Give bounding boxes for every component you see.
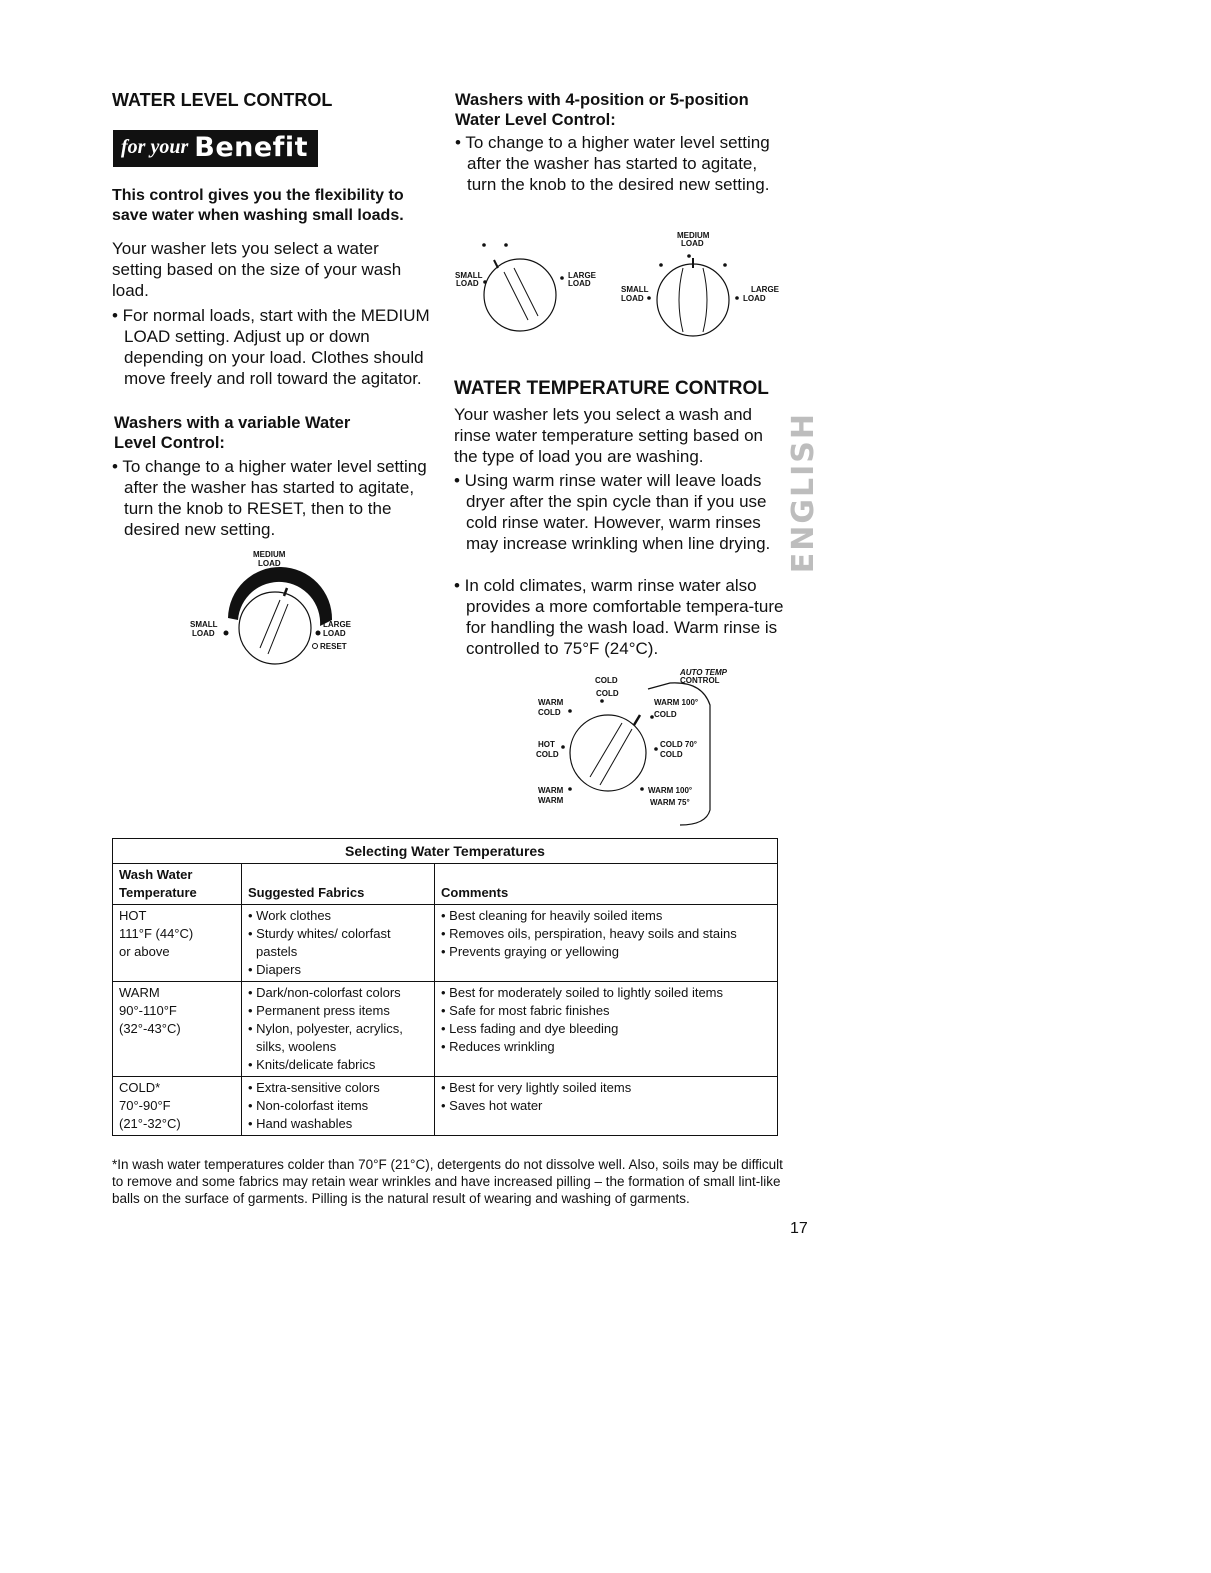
dial-knob [239, 592, 311, 664]
fabric-item: • Dark/non-colorfast colors [248, 985, 401, 1000]
dial-load-label: LOAD [456, 279, 479, 288]
dial-knob [570, 715, 646, 791]
variable-control-subheading: Washers with a variable Water Level Control: [114, 414, 351, 452]
table-header-row [113, 864, 778, 905]
temperature-paragraph: Your washer lets you select a wash and rinse water temperature setting based on the type of load you are washing. [454, 405, 764, 466]
fabric-item: • Hand washables [248, 1116, 353, 1131]
dial-auto-temp-label: AUTO TEMP [680, 668, 727, 677]
fabric-item: • Work clothes [248, 908, 332, 923]
water-level-paragraph: Your washer lets you select a water setting based on the size of your wash load. [112, 239, 402, 300]
table-row [113, 905, 778, 982]
fabric-item: • Permanent press items [248, 1003, 390, 1018]
comment-item: • Best for very lightly soiled items [441, 1080, 632, 1095]
four-position-dial [452, 220, 612, 340]
fabrics-cell [242, 1077, 435, 1136]
fabric-item: • Non-colorfast items [248, 1098, 369, 1113]
dial-dot [647, 296, 651, 300]
comments-cell [435, 1077, 778, 1136]
dial-small-label: SMALL [190, 620, 218, 629]
dial-load-label: LOAD [323, 629, 346, 638]
dial-warm100-label: WARM 100° [648, 786, 693, 795]
dial-cold-label: COLD [538, 708, 561, 717]
dial-warm-label: WARM [538, 796, 564, 805]
temp-line: or above [119, 944, 170, 959]
table-header-cell: Wash Water Temperature [113, 864, 242, 905]
cold-climates-bullet: • In cold climates, warm rinse water also provides a more comfortable tempera-ture for handling the wash load. Warm rinse is controlled to 75°F (24°C). [454, 576, 784, 658]
dial-small-label: SMALL [621, 285, 649, 294]
dial-reset-dot [313, 644, 318, 649]
warm-rinse-bullet: • Using warm rinse water will leave loads dryer after the spin cycle than if you use cold rinse water. However, warm rinses may increase wrinkling when line drying. [454, 471, 771, 553]
dial-cold-label: COLD [536, 750, 559, 759]
table-header-cell: Comments [435, 864, 778, 905]
temp-line: COLD* [119, 1080, 161, 1095]
dial-dot [735, 296, 739, 300]
temp-line: HOT [119, 908, 147, 923]
dial-dot [561, 745, 565, 749]
temp-line: WARM [119, 985, 160, 1000]
dial-load-label: LOAD [743, 294, 766, 303]
comment-item: • Saves hot water [441, 1098, 543, 1113]
for-your-benefit-logo [113, 130, 318, 167]
dial-medium-label: MEDIUM [677, 231, 710, 240]
dial-warm75-label: WARM 75° [650, 798, 690, 807]
dial-cold-label: COLD [596, 689, 619, 698]
fabric-item: • Diapers [248, 962, 301, 977]
temp-cell [113, 1077, 242, 1136]
multi-position-bullet: • To change to a higher water level setting after the washer has started to agitate, turn the knob to the desired new setting. [455, 133, 770, 194]
dial-cold-label: COLD [660, 750, 683, 759]
dial-large-label: LARGE [323, 620, 351, 629]
dial-dot [224, 631, 229, 636]
variable-level-dial [180, 548, 370, 668]
comment-item: • Best cleaning for heavily soiled items [441, 908, 663, 923]
temp-line: 111°F (44°C) [119, 926, 194, 941]
dial-control-label: CONTROL [680, 676, 720, 685]
comment-item: • Safe for most fabric finishes [441, 1003, 610, 1018]
temperature-dial [530, 665, 727, 825]
temp-line: 90°-110°F [119, 1003, 177, 1018]
benefit-logo-word: Benefit [194, 131, 309, 163]
dial-dot [483, 280, 487, 284]
comment-item: • Reduces wrinkling [441, 1039, 555, 1054]
fabric-item: • Knits/delicate fabrics [248, 1057, 376, 1072]
dial-medium-label: MEDIUM [253, 550, 286, 559]
dial-knob [484, 259, 556, 331]
dial-warm-label: WARM [538, 698, 564, 707]
water-temperatures-table [112, 838, 778, 1136]
fabric-item: • Nylon, polyester, acrylics, silks, woolens [248, 1021, 403, 1054]
dial-dot [640, 787, 644, 791]
fabrics-cell [242, 982, 435, 1077]
multi-position-subheading: Washers with 4-position or 5-position Water Level Control: [455, 91, 749, 129]
table-row [113, 982, 778, 1077]
temp-line: 70°-90°F [119, 1098, 171, 1113]
water-level-heading: WATER LEVEL CONTROL [112, 90, 333, 110]
comment-item: • Removes oils, perspiration, heavy soils and stains [441, 926, 737, 941]
table-row [113, 1077, 778, 1136]
english-side-tab: ENGLISH [786, 412, 821, 574]
comment-item: • Prevents graying or yellowing [441, 944, 619, 959]
dial-large-label: LARGE [568, 271, 596, 280]
dial-load-label: LOAD [681, 239, 704, 248]
dial-dot [659, 263, 663, 267]
dial-large-label: LARGE [751, 285, 779, 294]
dial-dot [600, 699, 604, 703]
dial-cold-label: COLD [654, 710, 677, 719]
normal-loads-bullet: • For normal loads, start with the MEDIUM LOAD setting. Adjust up or down depending on your load. Clothes should move freely and roll toward the agitator. [112, 306, 430, 388]
temp-line: (21°-32°C) [119, 1116, 181, 1131]
dial-reset-label: RESET [320, 642, 347, 651]
table-caption: Selecting Water Temperatures [113, 839, 778, 864]
page-number: 17 [790, 1220, 808, 1237]
dial-dot [568, 787, 572, 791]
dial-dot [316, 631, 321, 636]
comment-item: • Best for moderately soiled to lightly soiled items [441, 985, 724, 1000]
benefit-logo-for-your: for your [121, 135, 189, 158]
dial-load-label: LOAD [568, 279, 591, 288]
table-header-cell: Suggested Fabrics [242, 864, 435, 905]
intro-bold-text: This control gives you the flexibility to save water when washing small loads. [112, 187, 404, 224]
dial-pointer [494, 260, 498, 268]
temp-cell [113, 905, 242, 982]
fabric-item: • Sturdy whites/ colorfast pastels [248, 926, 391, 959]
dial-dot [687, 254, 691, 258]
variable-control-bullet: • To change to a higher water level setting after the washer has started to agitate, turn the knob to RESET, then to the desired new setting. [112, 457, 427, 539]
dial-dot [504, 243, 508, 247]
dial-cold-label: COLD [595, 676, 618, 685]
fabric-item: • Extra-sensitive colors [248, 1080, 380, 1095]
dial-dot [654, 747, 658, 751]
fabrics-cell [242, 905, 435, 982]
table-footnote: *In wash water temperatures colder than 70°F (21°C), detergents do not dissolve well. Also, soils may be difficult to remove and some fabrics may retain wear wrinkles and have increased pilling – the formation of small lint-like balls on the surface of garments. Pilling is the natural result of wearing and washing of garments. [112, 1157, 783, 1206]
dial-cold70-label: COLD 70° [660, 740, 697, 749]
water-temperature-heading: WATER TEMPERATURE CONTROL [454, 378, 769, 399]
dial-dot [560, 276, 564, 280]
dial-dot [723, 263, 727, 267]
dial-warm100-label: WARM 100° [654, 698, 699, 707]
dial-knob [657, 264, 729, 336]
dial-hot-label: HOT [538, 740, 555, 749]
temp-line: (32°-43°C) [119, 1021, 181, 1036]
dial-pointer [634, 715, 640, 725]
comment-item: • Less fading and dye bleeding [441, 1021, 619, 1036]
dial-dot [568, 709, 572, 713]
comments-cell [435, 982, 778, 1077]
temp-cell [113, 982, 242, 1077]
dial-dot [482, 243, 486, 247]
comments-cell [435, 905, 778, 982]
dial-warm-label: WARM [538, 786, 564, 795]
dial-load-label: LOAD [621, 294, 644, 303]
dial-load-label: LOAD [258, 559, 281, 568]
dial-load-label: LOAD [192, 629, 215, 638]
dial-small-label: SMALL [455, 271, 483, 280]
five-position-dial [615, 222, 785, 342]
table-caption-row [113, 839, 778, 864]
